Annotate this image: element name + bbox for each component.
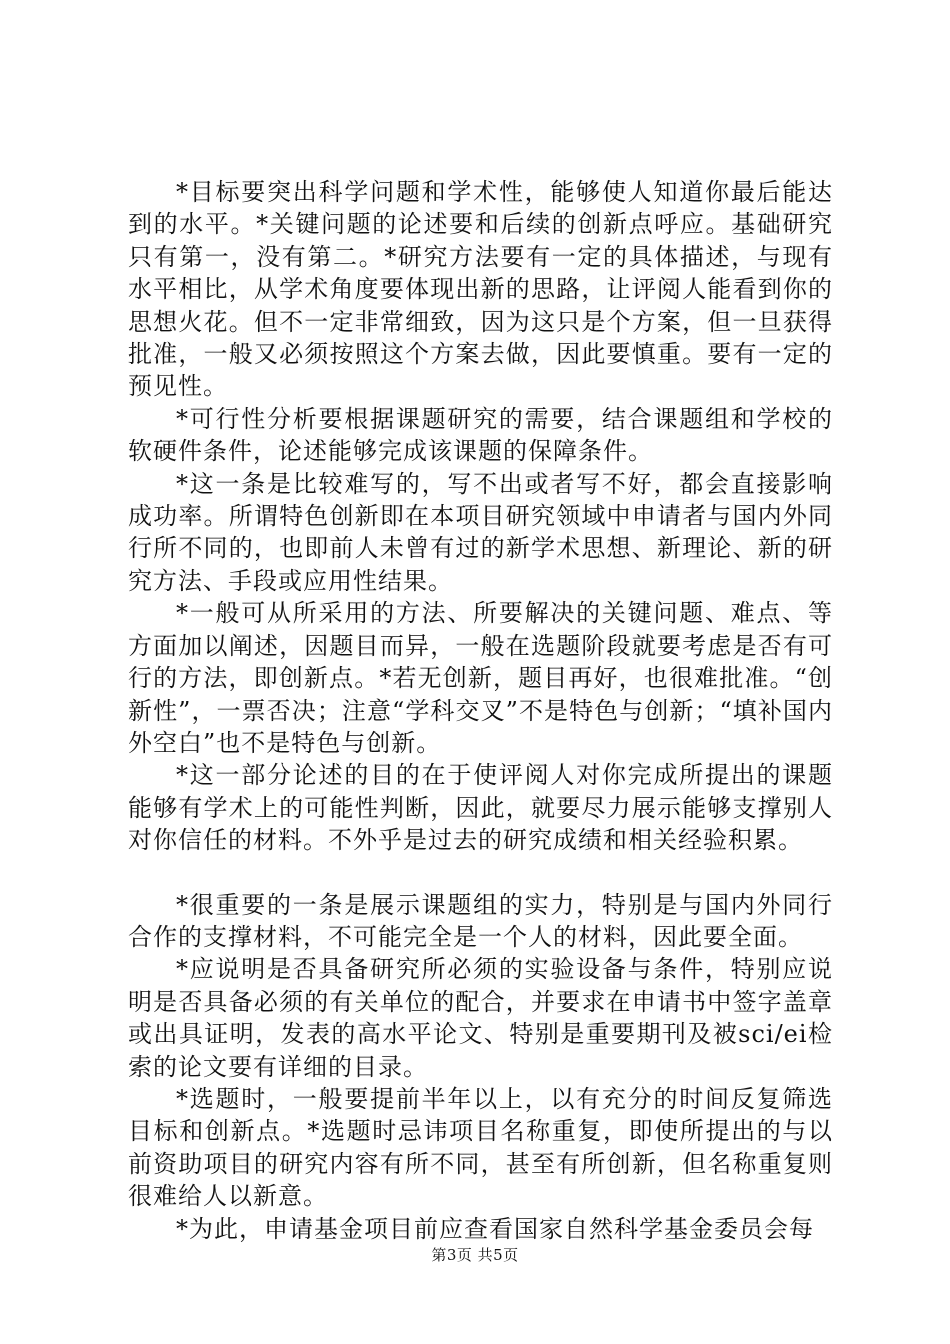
paragraph-equipment: *应说明是否具备研究所必须的实验设备与条件，特别应说明是否具备必须的有关单位的配合，并要求在申请书中签字盖章或出具证明，发表的高水平论文、特别是重要期刊及被sci/ei检索的论文要有详细的目录。	[128, 955, 833, 1081]
document-body	[128, 176, 833, 1245]
paragraph-credibility: *这一部分论述的目的在于使评阅人对你完成所提出的课题能够有学术上的可能性判断，因此，就要尽力展示能够支撑别人对你信任的材料。不外乎是过去的研究成绩和相关经验积累。	[128, 761, 833, 855]
paragraph-goals: *目标要突出科学问题和学术性，能够使人知道你最后能达到的水平。*关键问题的论述要和后续的创新点呼应。基础研究只有第一，没有第二。*研究方法要有一定的具体描述，与现有水平相比，从学术角度要体现出新的思路，让评阅人能看到你的思想火花。但不一定非常细致，因为这只是个方案，但一旦获得批准，一般又必须按照这个方案去做，因此要慎重。要有一定的预见性。	[128, 178, 833, 401]
paragraph-gap	[128, 857, 833, 889]
paragraph-feasibility: *可行性分析要根据课题研究的需要，结合课题组和学校的软硬件条件，论述能够完成该课题的保障条件。	[128, 404, 833, 466]
page-footer: 第3页 共5页	[431, 1246, 519, 1264]
paragraph-team-strength: *很重要的一条是展示课题组的实力，特别是与国内外同行合作的支撑材料，不可能完全是一个人的材料，因此要全面。	[128, 890, 833, 951]
paragraph-topic-selection: *选题时，一般要提前半年以上，以有充分的时间反复筛选目标和创新点。*选题时忌讳项目名称重复，即使所提出的与以前资助项目的研究内容有所不同，甚至有所创新，但名称重复则很难给人以新意。	[128, 1084, 833, 1211]
paragraph-application: *为此，申请基金项目前应查看国家自然科学基金委员会每	[176, 1214, 814, 1243]
paragraph-innovation: *这一条是比较难写的，写不出或者写不好，都会直接影响成功率。所谓特色创新即在本项目研究领域中申请者与国内外同行所不同的，也即前人未曾有过的新学术思想、新理论、新的研究方法、手段或应用性结果。	[128, 469, 833, 595]
paragraph-methods: *一般可从所采用的方法、所要解决的关键问题、难点、等方面加以阐述，因题目而异，一般在选题阶段就要考虑是否有可行的方法，即创新点。*若无创新，题目再好，也很难批准。“创新性”，一票否决；注意“学科交叉”不是特色与创新；“填补国内外空白”也不是特色与创新。	[128, 599, 833, 757]
